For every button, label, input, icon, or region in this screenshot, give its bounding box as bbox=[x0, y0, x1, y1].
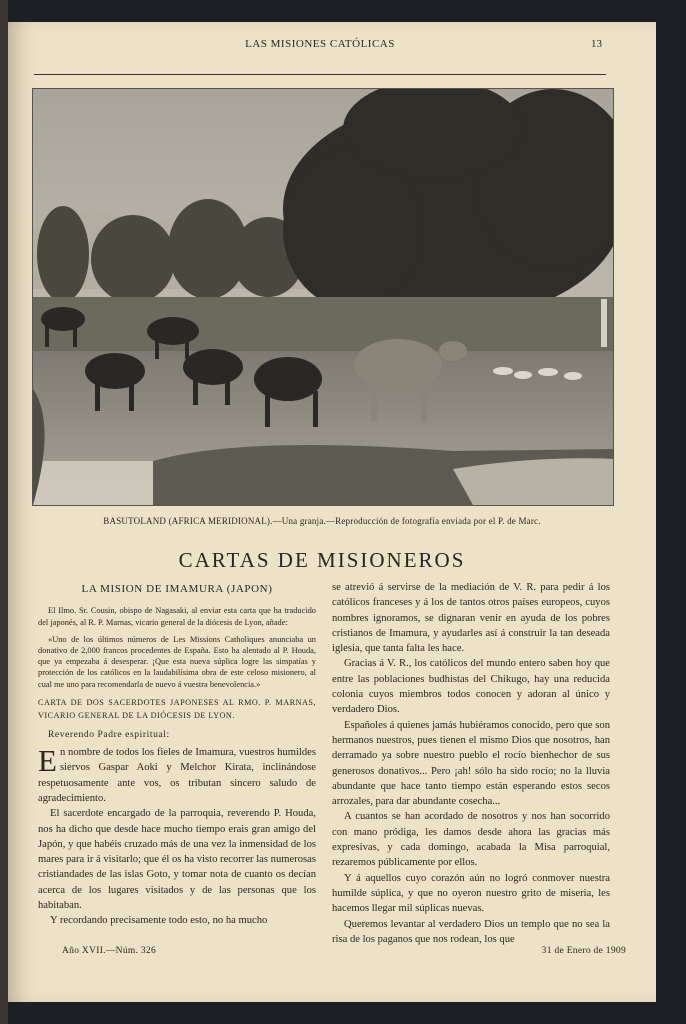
body-paragraph bbox=[38, 745, 316, 806]
body-paragraph: Españoles á quienes jamás hubiéramos conocido, pero que son hermanos nuestros, pues tienen el mismo Dios que nosotros, han derramado ya sobre nuestro pueblo el rocío bienhechor de sus generosos donativos... Pero ¡ah! sólo ha sido rocío; no la lluvia abundante que hace tanto tiempo están esperando estos secos arrozales, para dar abundante cosecha... bbox=[332, 719, 610, 808]
running-header bbox=[34, 36, 606, 56]
body-paragraph: Gracias á V. R., los católicos del mundo entero saben hoy que entre las poblaciones budhistas del Chikugo, hay una reducida colonia cuyos miembros todos conocen y adoran al único y verdadero Dios. bbox=[332, 658, 610, 716]
body-paragraph: se atrevió á servirse de la mediación de V. R. para pedir á los católicos franceses y á los de tantos otros países europeos, cuyos nombres ignoramos, se dignaran venir en ayuda de los pobres cristianos de Imamura, y ayudarles así á construir la tan deseada iglesia, que tanta falta les hace. bbox=[332, 582, 610, 655]
salutation: Reverendo Padre espiritual: bbox=[48, 729, 170, 740]
body-paragraph: Y á aquellos cuyo corazón aún no logró conmover nuestra humilde súplica, y que no oyeron nuestro grito de miseria, les hacemos llegar mil súplicas nuevas. bbox=[332, 872, 610, 915]
article-subhead: LA MISION DE IMAMURA (JAPON) bbox=[81, 583, 273, 595]
issue-number: Año XVII.—Núm. 326 bbox=[62, 946, 157, 956]
body-paragraph: Y recordando precisamente todo esto, no ha mucho bbox=[50, 915, 268, 927]
intro-quote: «Uno de los últimos números de Les Missions Catholiques anunciaba un donativo de 2,000 francos procedentes de España. Esto ha alentado al P. Houda, que ya empezaba á desesperar. ¡Que esta nueva súplica logre las simpatías y protección de los católicos en la laudabilísima obra de este celoso misionero, al cual me uno para recomendarla de nuevo á vuestra benevolencia.» bbox=[38, 634, 316, 689]
left-column bbox=[38, 580, 316, 929]
body-paragraph: El sacerdote encargado de la parroquia, reverendo P. Houda, nos ha dicho que desde hace mucho tiempo erais gran amigo del Japón, y que habéis cruzado más de una vez la inmensidad de los mares para ir á visitarlo; que él os ha visto recorrer las numerosas cristiandades de las islas Goto, y tomar nota de cuanto os decían acerca de los lugares visitados y de las personas que los habitaban. bbox=[38, 808, 316, 911]
body-paragraph: A cuantos se han acordado de nosotros y nos han socorrido con mano pródiga, les damos desde ahora las gracias más expresivas, y cada domingo, acabada la Misa parroquial, rezaremos públicamente por ellos. bbox=[332, 811, 610, 869]
letter-heading: CARTA DE DOS SACERDOTES JAPONESES AL RMO. P. MARNAS, VICARIO GENERAL DE LA DIÓCESIS DE LYON. bbox=[38, 697, 316, 720]
issue-date: 31 de Enero de 1909 bbox=[541, 946, 626, 956]
drop-cap: E bbox=[38, 743, 57, 779]
right-column bbox=[332, 580, 610, 947]
farm-photograph bbox=[32, 88, 614, 506]
intro-paragraph: El Ilmo. Sr. Cousin, obispo de Nagasaki, al enviar esta carta que ha traducido del japonés, al R. P. Marnas, vicario general de la diócesis de Lyon, añade: bbox=[38, 606, 316, 627]
body-paragraph-text: n nombre de todos los fieles de Imamura, vuestros humildes siervos Gaspar Aoki y Melchor Kirata, inclinándose respetuosamente ante vos, os tributan sincero saludo de agradecimiento. bbox=[38, 747, 316, 804]
page-number: 13 bbox=[591, 38, 602, 50]
section-headline: CARTAS DE MISIONEROS bbox=[178, 548, 466, 572]
header-rule bbox=[34, 74, 606, 75]
photo-caption: BASUTOLAND (AFRICA MERIDIONAL).—Una granja.—Reproducción de fotografía enviada por el P. de Marc. bbox=[103, 516, 541, 526]
photo-illustration bbox=[33, 89, 613, 505]
journal-title: LAS MISIONES CATÓLICAS bbox=[245, 38, 395, 50]
body-paragraph: Queremos levantar al verdadero Dios un templo que no sea la risa de los paganos que nos rodean, los que bbox=[332, 918, 610, 945]
book-spine-edge bbox=[0, 0, 8, 1024]
